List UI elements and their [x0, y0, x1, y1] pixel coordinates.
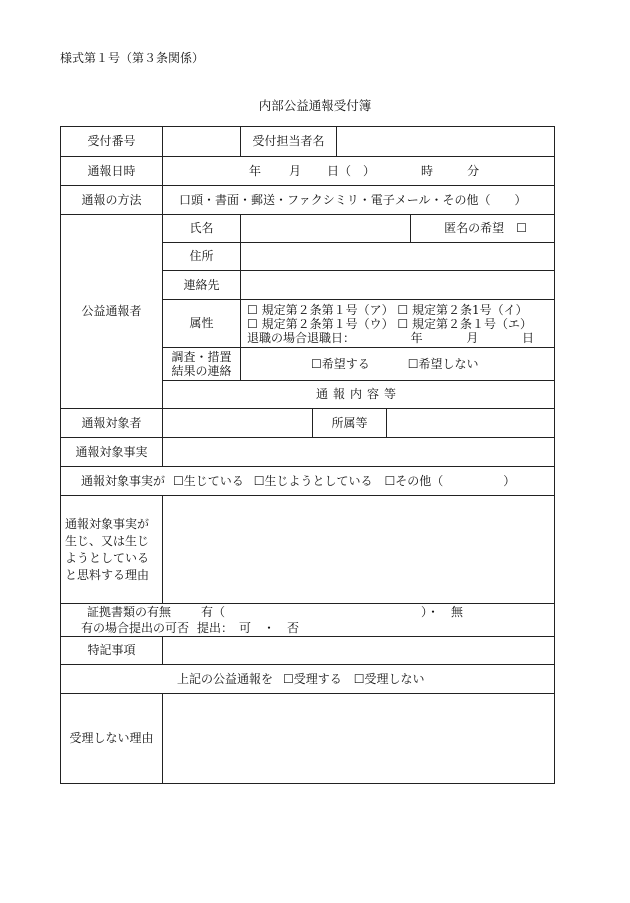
- fact-status-about-to-occur[interactable]: ☐生じようとしている: [253, 473, 373, 488]
- document-title: 内部公益通報受付簿: [258, 98, 372, 113]
- receiver-name-label: 受付担当者名: [241, 127, 337, 157]
- whistleblower-label: 公益通報者: [61, 215, 163, 409]
- retirement-year: 年: [410, 330, 423, 345]
- evidence-none-option[interactable]: ）・ 無: [421, 605, 464, 619]
- reception-number-label: 受付番号: [61, 127, 163, 157]
- reason-label: [61, 496, 163, 604]
- fact-status-prefix: 通報対象事実が: [81, 473, 166, 488]
- row-reception: [61, 127, 555, 157]
- row-target-fact: [61, 438, 555, 467]
- datetime-year: 年: [249, 163, 262, 178]
- address-field[interactable]: [241, 243, 555, 271]
- evidence-has-option[interactable]: 有（: [201, 605, 226, 619]
- reason-field[interactable]: [163, 496, 555, 604]
- attribute-line-1[interactable]: ☐ 規定第２条第１号（ア） ☐ 規定第２条1号（イ）: [247, 302, 528, 317]
- acceptance-options[interactable]: [61, 665, 555, 694]
- rejection-reason-label: 受理しない理由: [61, 694, 163, 784]
- reason-label-line-4: と思料する理由: [65, 567, 150, 582]
- datetime-hour: 時: [421, 163, 434, 178]
- evidence-submit-options[interactable]: 提出： 可 ・ 否: [197, 621, 300, 635]
- evidence-label: 証拠書類の有無: [87, 605, 172, 619]
- target-person-field[interactable]: [163, 409, 313, 438]
- rejection-reason-field[interactable]: [163, 694, 555, 784]
- datetime-label: 通報日時: [61, 157, 163, 186]
- reason-label-line-2: 生じ、又は生じ: [65, 533, 150, 548]
- attribute-line-3: [247, 331, 550, 345]
- row-method: [61, 186, 555, 215]
- datetime-minute: 分: [467, 163, 480, 178]
- result-no-wish-checkbox[interactable]: ☐希望しない: [407, 356, 479, 371]
- fact-status-other[interactable]: ☐その他（ ）: [384, 473, 516, 488]
- result-contact-options[interactable]: [241, 348, 555, 381]
- reason-label-line-3: ようとしている: [65, 550, 150, 565]
- accept-checkbox[interactable]: ☐受理する: [283, 671, 342, 686]
- row-acceptance: [61, 665, 555, 694]
- name-label: 氏名: [163, 215, 241, 243]
- attribute-options[interactable]: [241, 300, 555, 348]
- report-register-table: [60, 126, 555, 784]
- notes-label: 特記事項: [61, 637, 163, 665]
- retirement-date-label: 退職の場合退職日：: [247, 330, 356, 345]
- fact-status-options[interactable]: [61, 467, 555, 496]
- target-fact-label: 通報対象事実: [61, 438, 163, 467]
- row-notes: [61, 637, 555, 665]
- row-name: [61, 215, 555, 243]
- target-person-label: 通報対象者: [61, 409, 163, 438]
- row-target-person: [61, 409, 555, 438]
- row-evidence: [61, 604, 555, 637]
- datetime-day: 日（ ）: [327, 163, 376, 178]
- retirement-month: 月: [466, 330, 479, 345]
- receiver-name-field[interactable]: [337, 127, 555, 157]
- attribute-label: 属性: [163, 300, 241, 348]
- contact-label: 連絡先: [163, 271, 241, 300]
- attribute-line-2[interactable]: ☐ 規定第２条第１号（ウ） ☐ 規定第２条１号（エ）: [247, 316, 532, 331]
- anonymity-checkbox[interactable]: 匿名の希望 ☐: [411, 215, 555, 243]
- notes-field[interactable]: [163, 637, 555, 665]
- method-label: 通報の方法: [61, 186, 163, 215]
- reject-checkbox[interactable]: ☐受理しない: [353, 671, 425, 686]
- acceptance-prefix: 上記の公益通報を: [177, 671, 274, 686]
- evidence-submit-label: 有の場合提出の可否: [81, 621, 190, 635]
- datetime-field[interactable]: [163, 157, 555, 186]
- result-contact-label-line-2: 結果の連絡: [171, 364, 232, 378]
- datetime-month: 月: [289, 163, 302, 178]
- result-contact-label-line-1: 調査・措置: [171, 350, 232, 364]
- form-number: 様式第１号（第３条関係）: [60, 51, 205, 65]
- content-section-header: 通報内容等: [163, 381, 555, 409]
- name-field[interactable]: [241, 215, 411, 243]
- row-reason: [61, 496, 555, 604]
- affiliation-label: 所属等: [313, 409, 387, 438]
- reception-number-field[interactable]: [163, 127, 241, 157]
- result-contact-label: [163, 348, 241, 381]
- fact-status-occurring[interactable]: ☐生じている: [173, 473, 244, 488]
- target-fact-field[interactable]: [163, 438, 555, 467]
- contact-field[interactable]: [241, 271, 555, 300]
- affiliation-field[interactable]: [387, 409, 555, 438]
- evidence-field[interactable]: [61, 604, 555, 637]
- result-wish-checkbox[interactable]: ☐希望する: [311, 356, 370, 371]
- row-fact-status: [61, 467, 555, 496]
- reason-label-line-1: 通報対象事実が: [65, 516, 150, 531]
- row-rejection-reason: [61, 694, 555, 784]
- method-options[interactable]: 口頭・書面・郵送・ファクシミリ・電子メール・その他（ ）: [163, 186, 555, 215]
- address-label: 住所: [163, 243, 241, 271]
- row-datetime: [61, 157, 555, 186]
- retirement-day: 日: [522, 330, 535, 345]
